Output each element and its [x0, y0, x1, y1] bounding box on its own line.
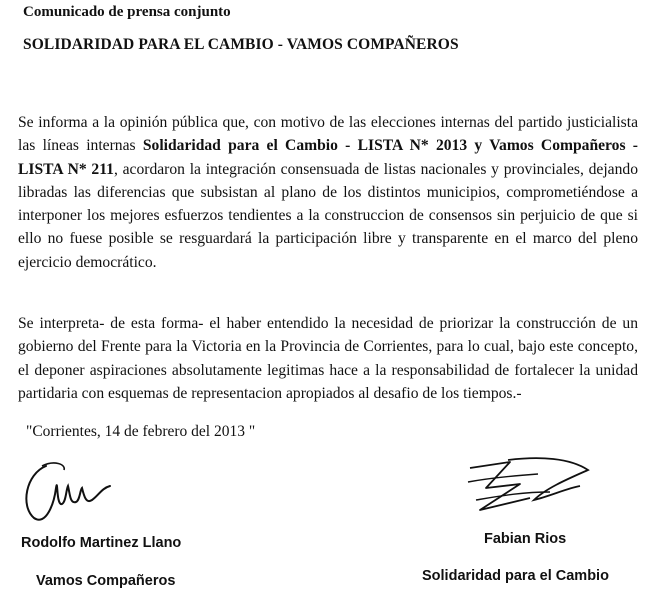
paragraph-1-bold-lists: Solidaridad para el Cambio - LISTA N* 2013 y Vamos Compañeros - LISTA N* 211 — [18, 137, 638, 178]
signatory-1-group: Vamos Compañeros — [36, 573, 176, 589]
document-label: Comunicado de prensa conjunto — [23, 4, 231, 20]
paragraph-1-text-b: , acordaron la integración consensuada de listas nacionales y provinciales, dejando libradas las diferencias que subsistan al plano de los distintos municipios, comprometiéndose a interponer los mejores esfuerzos tendientes a la construccion de consensos sin perjuicio de que si ello no fuese posible se resguardará la participación libre y transparente en el marco del pleno ejercicio democrático. — [18, 160, 638, 271]
date-line: "Corrientes, 14 de febrero del 2013 " — [26, 423, 256, 440]
document-title: SOLIDARIDAD PARA EL CAMBIO - VAMOS COMPAÑEROS — [23, 36, 459, 53]
signatory-1-name: Rodolfo Martinez Llano — [21, 535, 182, 551]
paragraph-1-text-a: Se informa a la opinión pública que, con motivo de las elecciones internas del partido justicialista las líneas internas — [18, 114, 638, 155]
signatory-2-name: Fabian Rios — [484, 531, 567, 547]
paragraph-1 — [18, 111, 638, 274]
signatory-2-group: Solidaridad para el Cambio — [422, 568, 609, 584]
paragraph-2: Se interpreta- de esta forma- el haber entendido la necesidad de priorizar la construcción de un gobierno del Frente para la Victoria en la Provincia de Corrientes, para lo cual, bajo este concepto, el deponer aspiraciones absolutamente legitimas hace a la responsabilidad de fortalecer la unidad partidaria con esquemas de representacion apropiados al desafio de los tiempos.- — [18, 315, 638, 402]
signature-left-image — [6, 446, 136, 536]
signature-right-image — [450, 448, 600, 528]
